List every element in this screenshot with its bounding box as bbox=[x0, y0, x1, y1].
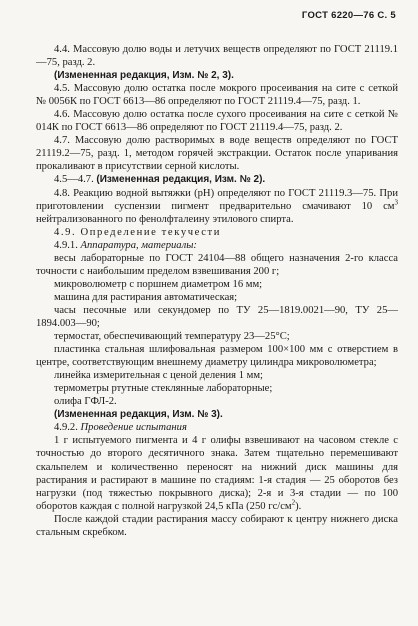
paragraph-4-8 bbox=[36, 187, 398, 226]
list-item: микроволюметр с поршнем диаметром 16 мм; bbox=[54, 278, 263, 290]
amendment-text: (Измененная редакция, Изм. № 2). bbox=[96, 174, 266, 186]
paragraph-4-8-text-end: нейтрализованного по фенолфталеину этилового спирта. bbox=[36, 213, 294, 225]
list-item: термометры ртутные стеклянные лабораторные; bbox=[54, 383, 273, 395]
list-item: пластинка стальная шлифовальная размером 100×100 мм с отверстием в центре, соответствующим внешнему диаметру цилиндра микроволюметра; bbox=[36, 344, 398, 369]
section-4-9-1-title bbox=[36, 239, 398, 252]
list-item: линейка измерительная с ценой деления 1 мм; bbox=[54, 370, 263, 382]
paragraph-4-8-text: 4.8. Реакцию водной вытяжки (рН) определяют по ГОСТ 21119.3—75. При приготовлении суспензии пигмент предварительно смачивают 10 см bbox=[36, 187, 398, 212]
test-procedure-paragraph: После каждой стадии растирания массу собирают к центру нижнего диска стальным скребком. bbox=[36, 513, 398, 538]
paragraph-range: 4.5—4.7. bbox=[54, 174, 94, 186]
page-header: ГОСТ 6220—76 С. 5 bbox=[301, 10, 396, 21]
paragraph-4-6: 4.6. Массовую долю остатка после сухого просеивания на сите с сеткой № 014К по ГОСТ 6613—86 определяют по ГОСТ 21119.4—75, разд. 2. bbox=[36, 109, 398, 134]
section-4-9-2-title bbox=[36, 421, 398, 434]
list-item: весы лабораторные по ГОСТ 24104—88 общего назначения 2-го класса точности с наибольшим пределом взвешивания 200 г; bbox=[36, 252, 398, 277]
paragraph-4-4: 4.4. Массовую долю воды и летучих веществ определяют по ГОСТ 21119.1—75, разд. 2. bbox=[36, 44, 398, 69]
amendment-note: (Измененная редакция, Изм. № 3). bbox=[54, 409, 223, 421]
list-item: часы песочные или секундомер по ТУ 25—1819.0021—90, ТУ 25—1894.003—90; bbox=[36, 304, 398, 329]
section-title: Проведение испытания bbox=[80, 422, 187, 434]
test-procedure-paragraph bbox=[36, 434, 398, 512]
list-item: олифа ГФЛ-2. bbox=[54, 396, 117, 408]
paragraph-4-5: 4.5. Массовую долю остатка после мокрого просеивания на сите с сеткой № 0056К по ГОСТ 6613—86 определяют по ГОСТ 21119.4—75, разд. 1. bbox=[36, 83, 398, 108]
list-item: термостат, обеспечивающий температуру 23—25°С; bbox=[54, 331, 290, 343]
superscript: 2 bbox=[291, 498, 296, 507]
section-number: 4.9.2. bbox=[54, 422, 78, 434]
list-item: машина для растирания автоматическая; bbox=[54, 291, 238, 303]
section-4-9-title: 4.9. Определение текучести bbox=[54, 226, 222, 238]
section-number: 4.9.1. bbox=[54, 239, 78, 251]
procedure-text: 1 г испытуемого пигмента и 4 г олифы взвешивают на часовом стекле с точностью до второго десятичного знака. Затем тщательно перемешивают скальпелем и количественно переносят на нижний диск машины для растирания и растирают в машине по стадиям: 1-я стадия — 25 оборотов без нагрузки (под тяжестью покрывного диска); 2-я и 3-я стадии — по 100 оборотов каждая с полной нагрузкой 24,5 кПа (250 гс/см bbox=[36, 435, 398, 512]
superscript: 3 bbox=[394, 198, 398, 207]
document-body bbox=[36, 43, 398, 539]
section-title: Аппаратура, материалы: bbox=[80, 239, 197, 251]
amendment-note: (Измененная редакция, Изм. № 2, 3). bbox=[54, 70, 234, 82]
paragraph-4-7: 4.7. Массовую долю растворимых в воде веществ определяют по ГОСТ 21119.2—75, разд. 1, методом горячей экстракции. Остаток после упаривания прокаливают в присутствии серной кислоты. bbox=[36, 135, 398, 173]
amendment-note-4-5-4-7 bbox=[36, 173, 398, 186]
procedure-text-end: ). bbox=[295, 500, 302, 512]
